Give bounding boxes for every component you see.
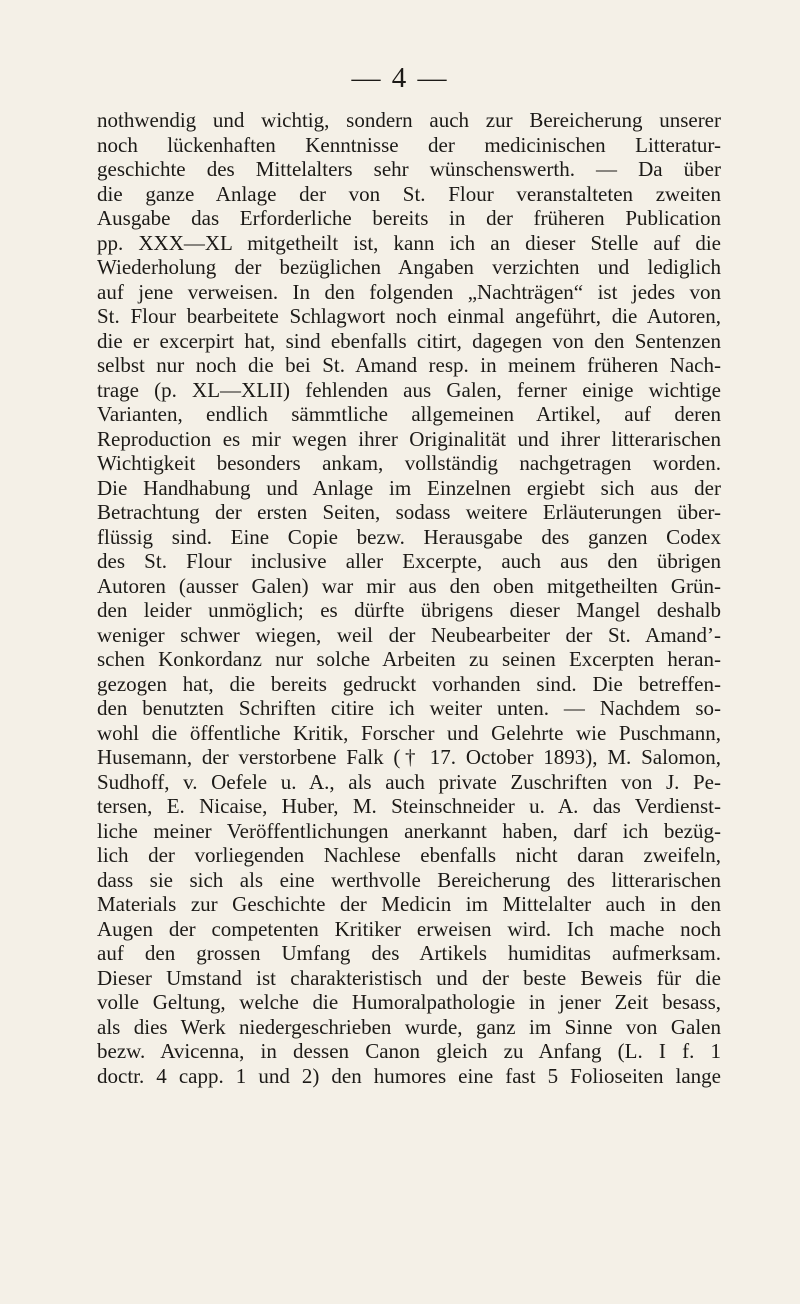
text-line: tersen, E. Nicaise, Huber, M. Steinschneider u. A. das Verdienst- xyxy=(97,794,721,818)
text-line: selbst nur noch die bei St. Amand resp. in meinem früheren Nach- xyxy=(97,353,721,377)
text-line: schen Konkordanz nur solche Arbeiten zu seinen Excerpten heran- xyxy=(97,647,721,671)
text-line: Autoren (ausser Galen) war mir aus den oben mitgetheilten Grün- xyxy=(97,573,721,598)
text-line: liche meiner Veröffentlichungen anerkannt haben, darf ich bezüg- xyxy=(97,818,721,843)
page-number: — 4 — xyxy=(351,62,449,94)
text-line: dass sie sich als eine werthvolle Bereicherung des litterarischen xyxy=(97,867,721,892)
text-line: lich der vorliegenden Nachlese ebenfalls nicht daran zweifeln, xyxy=(97,843,721,867)
text-line: Varianten, endlich sämmtliche allgemeinen Artikel, auf deren xyxy=(97,402,721,426)
text-line: St. Flour bearbeitete Schlagwort noch einmal angeführt, die Autoren, xyxy=(97,304,721,328)
text-line: die er excerpirt hat, sind ebenfalls citirt, dagegen von den Sentenzen xyxy=(97,328,721,353)
text-line: doctr. 4 capp. 1 und 2) den humores eine fast 5 Folioseiten lange xyxy=(97,1063,721,1088)
text-line: Ausgabe das Erforderliche bereits in der früheren Publication xyxy=(97,206,721,230)
text-line: den leider unmöglich; es dürfte übrigens dieser Mangel deshalb xyxy=(97,598,721,622)
text-line: Reproduction es mir wegen ihrer Originalität und ihrer litterarischen xyxy=(97,426,721,451)
text-line: volle Geltung, welche die Humoralpathologie in jener Zeit besass, xyxy=(97,990,721,1014)
text-line: geschichte des Mittelalters sehr wünschenswerth. — Da über xyxy=(97,157,721,181)
text-line: den benutzten Schriften citire ich weiter unten. — Nachdem so- xyxy=(97,696,721,720)
text-line: Husemann, der verstorbene Falk († 17. October 1893), M. Salomon, xyxy=(97,745,721,769)
body-text xyxy=(97,108,721,1088)
text-line: bezw. Avicenna, in dessen Canon gleich zu Anfang (L. I f. 1 xyxy=(97,1039,721,1063)
text-line: pp. XXX—XL mitgetheilt ist, kann ich an dieser Stelle auf die xyxy=(97,230,721,255)
text-line: Materials zur Geschichte der Medicin im Mittelalter auch in den xyxy=(97,892,721,916)
text-line: weniger schwer wiegen, weil der Neubearbeiter der St. Amand’- xyxy=(97,622,721,647)
text-line: Sudhoff, v. Oefele u. A., als auch private Zuschriften von J. Pe- xyxy=(97,769,721,794)
text-line: die ganze Anlage der von St. Flour veranstalteten zweiten xyxy=(97,181,721,206)
text-line: Die Handhabung und Anlage im Einzelnen ergiebt sich aus der xyxy=(97,475,721,500)
text-line: Wichtigkeit besonders ankam, vollständig nachgetragen worden. xyxy=(97,451,721,475)
text-line: noch lückenhaften Kenntnisse der medicinischen Litteratur- xyxy=(97,132,721,157)
text-line: gezogen hat, die bereits gedruckt vorhanden sind. Die betreffen- xyxy=(97,671,721,696)
text-line: Dieser Umstand ist charakteristisch und der beste Beweis für die xyxy=(97,965,721,990)
text-line: Augen der competenten Kritiker erweisen wird. Ich mache noch xyxy=(97,916,721,941)
text-line: Wiederholung der bezüglichen Angaben verzichten und lediglich xyxy=(97,255,721,279)
text-line: wohl die öffentliche Kritik, Forscher und Gelehrte wie Puschmann, xyxy=(97,720,721,745)
text-line: trage (p. XL—XLII) fehlenden aus Galen, ferner einige wichtige xyxy=(97,377,721,402)
text-line: nothwendig und wichtig, sondern auch zur Bereicherung unserer xyxy=(97,108,721,132)
text-line: flüssig sind. Eine Copie bezw. Herausgabe des ganzen Codex xyxy=(97,524,721,549)
text-line: auf jene verweisen. In den folgenden „Nachträgen“ ist jedes von xyxy=(97,279,721,304)
text-line: auf den grossen Umfang des Artikels humiditas aufmerksam. xyxy=(97,941,721,965)
text-line: als dies Werk niedergeschrieben wurde, ganz im Sinne von Galen xyxy=(97,1014,721,1039)
text-line: des St. Flour inclusive aller Excerpte, auch aus den übrigen xyxy=(97,549,721,573)
text-line: Betrachtung der ersten Seiten, sodass weitere Erläuterungen über- xyxy=(97,500,721,524)
